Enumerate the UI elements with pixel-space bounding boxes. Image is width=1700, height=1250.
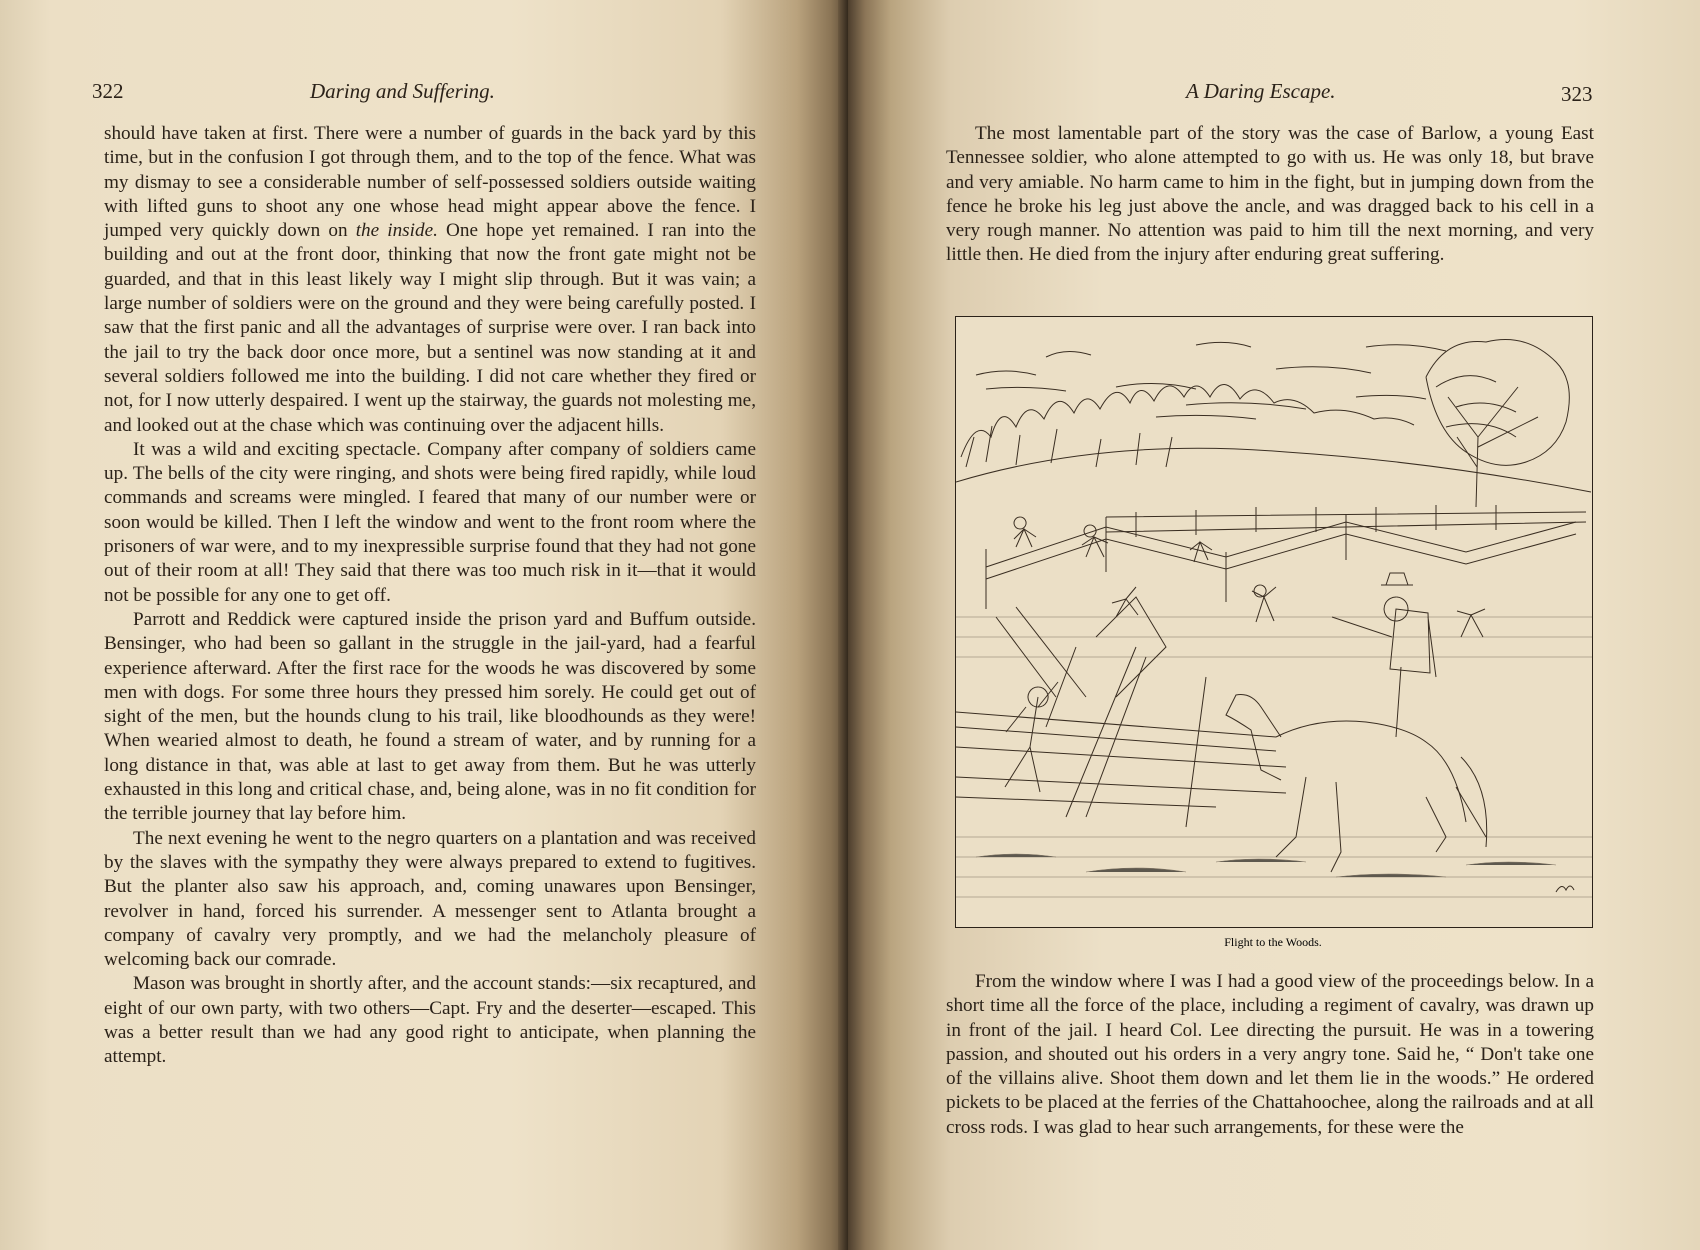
right-page-body-bottom	[946, 970, 1594, 1140]
left-page-body	[104, 122, 756, 1070]
left-page-header	[0, 76, 848, 106]
page-number-left: 322	[92, 79, 124, 103]
running-head-right: A Daring Escape.	[1186, 79, 1336, 103]
running-head-left: Daring and Suffering.	[310, 79, 495, 103]
paragraph: The next evening he went to the negro quarters on a plantation and was received by the slaves with the sympathy they were always prepared to extend to fugitives. But the planter also saw his approach, and, coming unawares upon Bensinger, revolver in hand, forced his surrender. A messenger sent to Atlanta brought a company of cavalry very promptly, and we had the melancholy pleasure of welcoming back our comrade.	[104, 827, 756, 971]
page-number-right: 323	[1561, 82, 1593, 106]
paragraph-text: should have taken at first. There were a number of guards in the back yard by this time, but in the confusion I got through them, and to the top of the fence. What was my dismay to see a considerable number of self-possessed soldiers outside waiting with lifted guns to shoot any one whose head might appear above the fence. I jumped very quickly down on	[104, 123, 756, 242]
paragraph: It was a wild and exciting spectacle. Company after company of soldiers came up. The bells of the city were ringing, and shots were being fired rapidly, while loud commands and screams were mingled. I feared that many of our number were or soon would be killed. Then I left the window and went to the front room where the prisoners of war were, and to my inexpressible surprise found that they had not gone out of their room at all! They said that there was too much risk in it—that it would not be possible for any one to get off.	[104, 438, 756, 606]
italic-text: the inside.	[355, 220, 438, 242]
paragraph: The most lamentable part of the story was the case of Barlow, a young East Tennessee soldier, who alone attempted to go with us. He was only 18, but brave and very amiable. No harm came to him in the fight, but in jumping down from the fence he broke his leg just above the ancle, and was dragged back to his cell in a very rough manner. No attention was paid to him till the next morning, and very little then. He died from the injury after enduring great suffering.	[946, 123, 1594, 266]
engraving-illustration	[955, 316, 1593, 928]
paragraph: From the window where I was I had a good view of the proceedings below. In a short time all the force of the place, including a regiment of cavalry, was drawn up in front of the jail. I heard Col. Lee directing the pursuit. He was in a towering passion, and shouted out his orders in a very angry tone. Said he, “ Don't take one of the villains alive. Shoot them down and let them lie in the woods.” He ordered pickets to be placed at the ferries of the Chattahoochee, along the railroads and at all cross rods. I was glad to hear such arrangements, for these were the	[946, 971, 1594, 1138]
figure-caption: Flight to the Woods.	[1224, 935, 1322, 949]
right-page-body-top	[946, 122, 1594, 268]
engraving-drawing	[956, 317, 1592, 927]
paragraph-text: One hope yet remained. I ran into the building and out at the front door, thinking that now the front gate might not be guarded, and that in this least likely way I might slip through. But it was vain; a large number of soldiers were on the ground and they were being carefully posted. I saw that the first panic and all the advantages of surprise were over. I ran back into the jail to try the back door once more, but a sentinel was now standing at it and several soldiers followed me into the building. I did not care whether they fired or not, for I now utterly despaired. I went up the stairway, the guards not molesting me, and looked out at the chase which was continuing over the adjacent hills.	[104, 220, 756, 436]
paragraph	[104, 122, 756, 438]
right-page-header	[848, 76, 1700, 106]
left-page	[0, 0, 848, 1250]
paragraph: Parrott and Reddick were captured inside the prison yard and Buffum outside. Bensinger, who had been so gallant in the struggle in the jail-yard, had a fearful experience afterward. After the first race for the woods he was discovered by some men with dogs. For some three hours they pressed him sorely. He could get out of sight of the men, but the hounds clung to his trail, like bloodhounds as they were! When wearied almost to death, he found a stream of water, and by running for a long distance in that, was able at last to get away from them. But he was utterly exhausted in this long and critical chase, and, being alone, was in no fit condition for the terrible journey that lay before him.	[104, 608, 756, 825]
paragraph: Mason was brought in shortly after, and the account stands:—six recaptured, and eight of our own party, with two others—Capt. Fry and the deserter—escaped. This was a better result than we had any good right to anticipate, when planning the attempt.	[104, 973, 756, 1068]
